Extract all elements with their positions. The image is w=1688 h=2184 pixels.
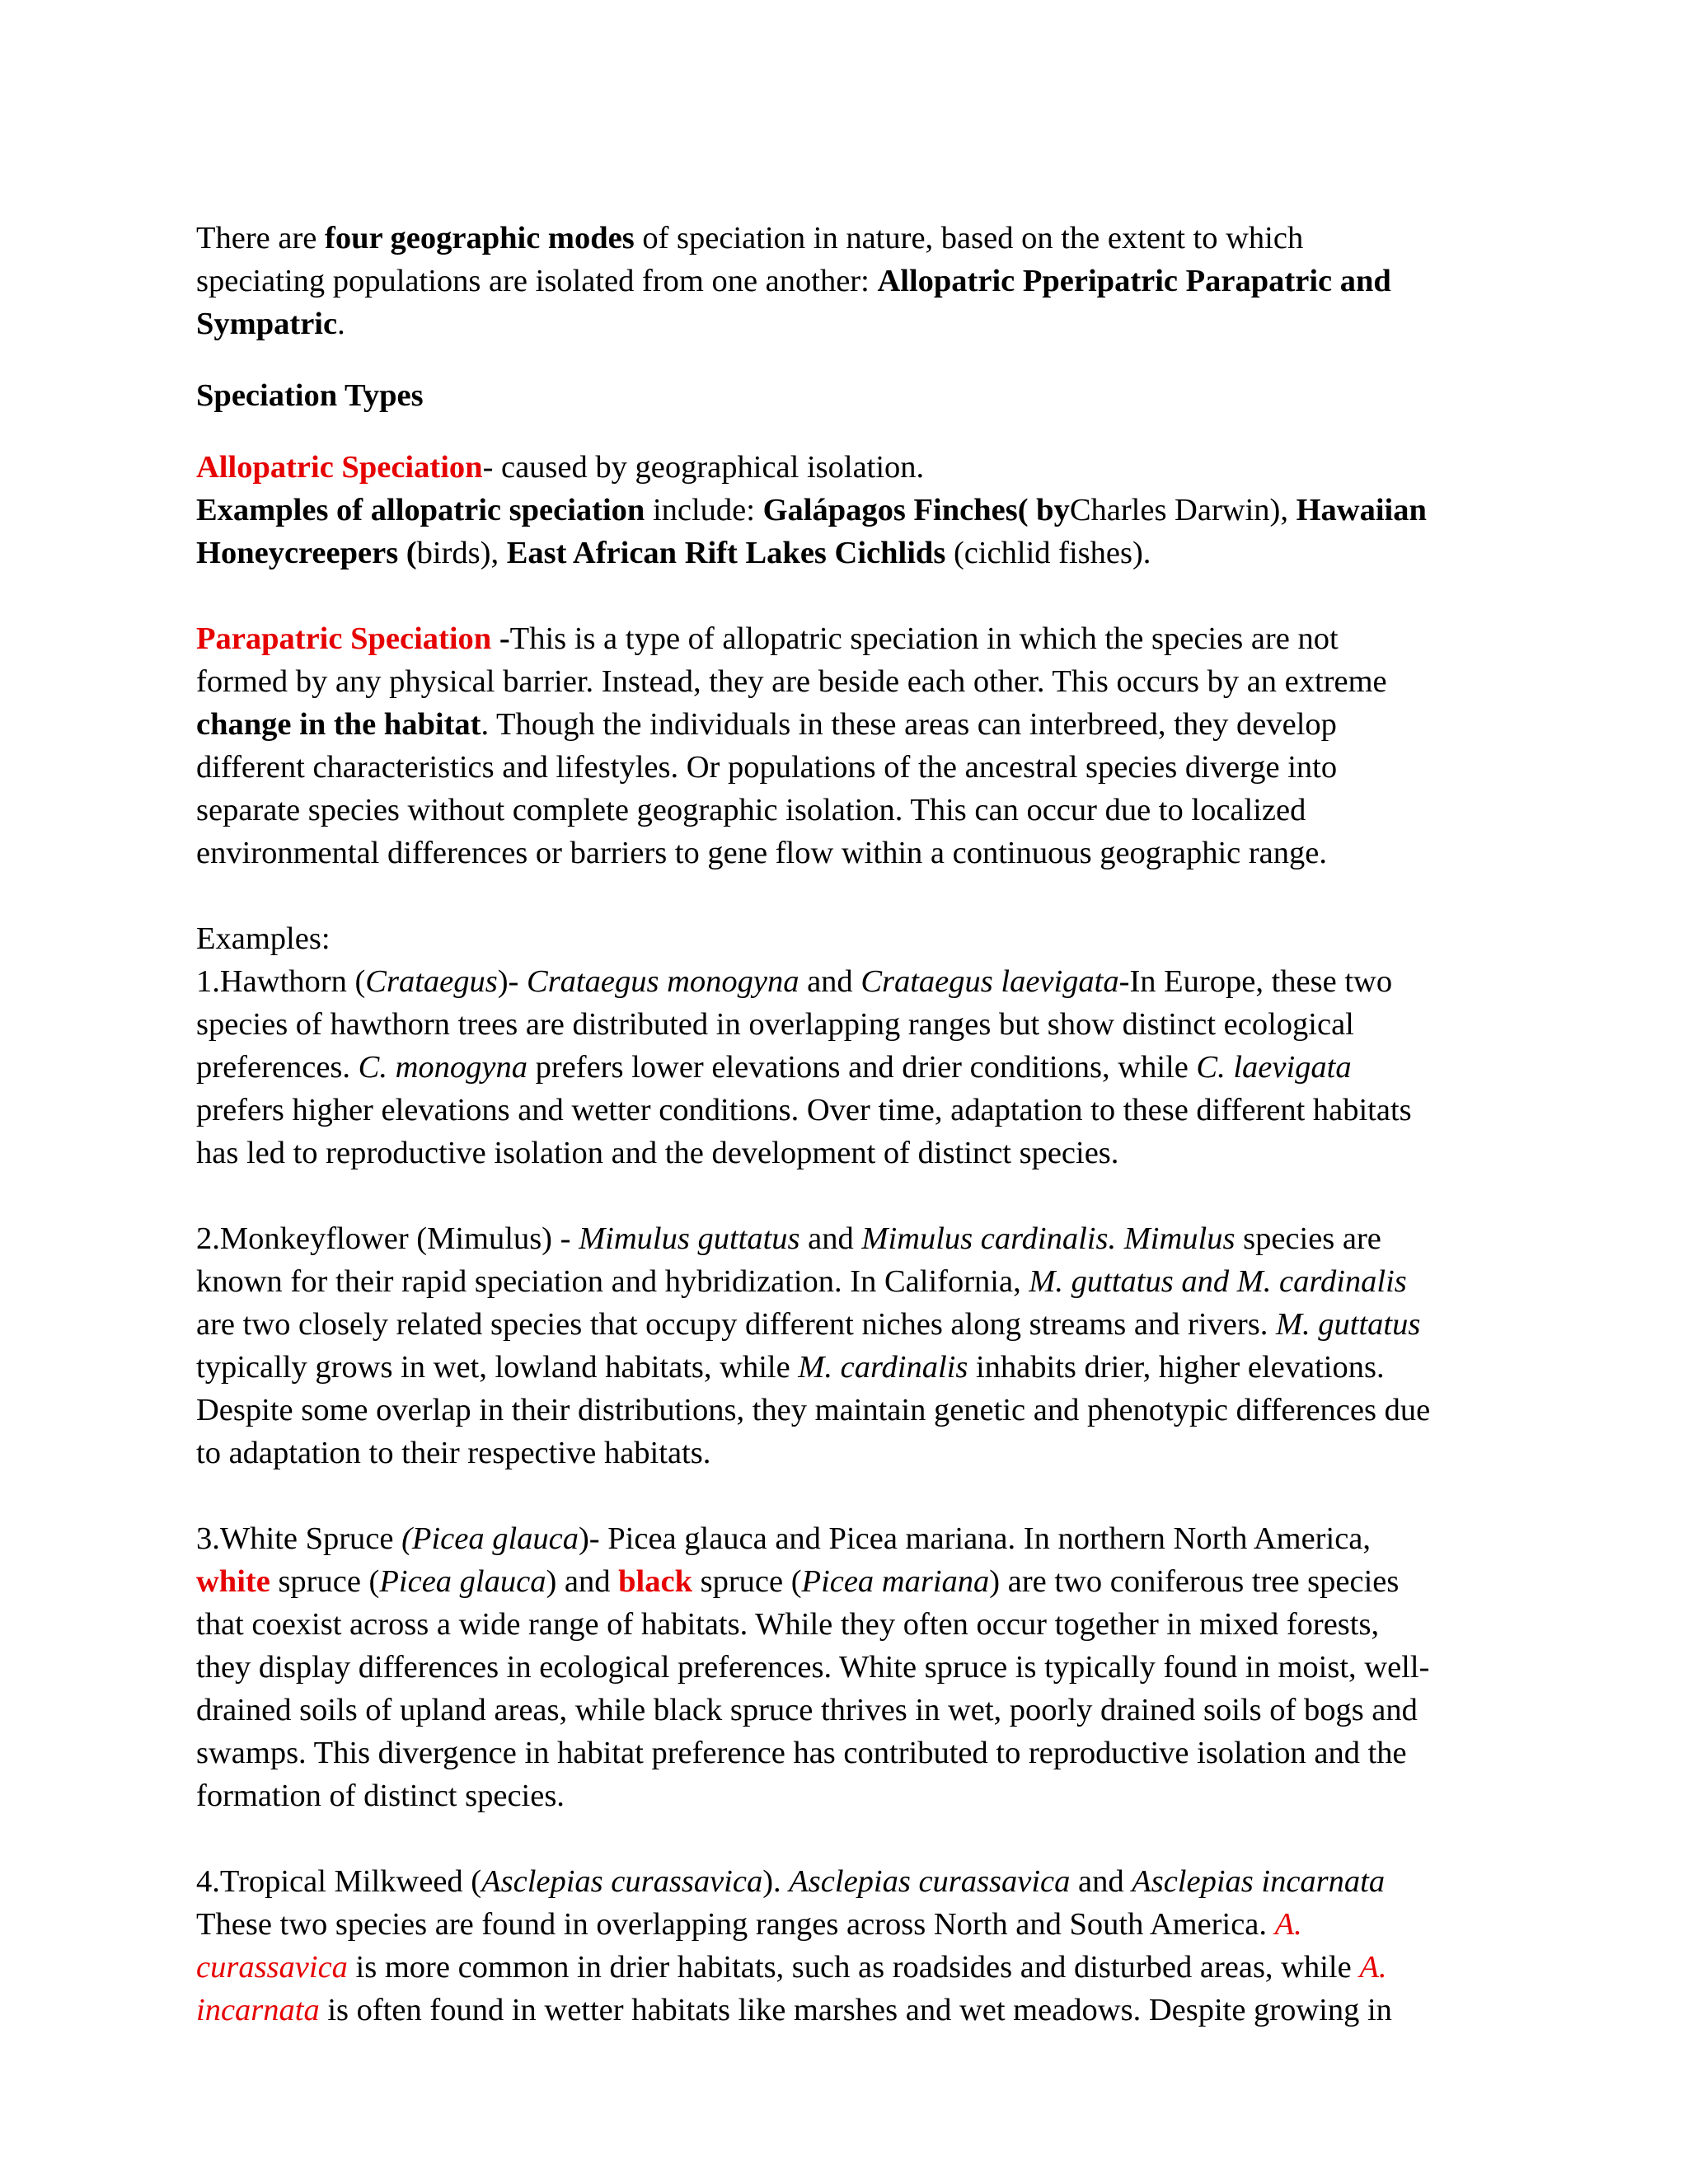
text: inhabits drier, higher elevations. <box>968 1350 1385 1385</box>
bold-text: Honeycreepers ( <box>196 536 417 570</box>
text: Charles Darwin), <box>1069 493 1296 527</box>
italic-text: M. guttatus <box>1275 1307 1421 1342</box>
red-italic-text: A. <box>1274 1907 1302 1942</box>
italic-text: Crataegus monogyna <box>527 964 799 999</box>
parapatric-line-5: separate species without complete geographic isolation. This can occur due to localized <box>196 793 1306 827</box>
ex2-line-2 <box>196 1260 1492 1303</box>
heading-text: Speciation Types <box>196 378 424 413</box>
text: - caused by geographical isolation. <box>482 450 925 485</box>
allopatric-title: Allopatric Speciation <box>196 450 483 485</box>
ex1-line-1 <box>196 960 1492 1003</box>
intro-line-3 <box>196 302 1492 345</box>
text: 3.White Spruce <box>196 1521 402 1556</box>
red-italic-text: incarnata <box>196 1993 320 2027</box>
italic-text: Mimulus guttatus <box>579 1221 800 1256</box>
text: of speciation in nature, based on the extent to which <box>634 221 1304 255</box>
bold-text: Sympatric <box>196 307 338 341</box>
ex2-line-1 <box>196 1217 1492 1260</box>
italic-text: Crataegus <box>365 964 498 999</box>
bold-text: Galápagos Finches( by <box>762 493 1070 527</box>
red-bold-text: white <box>196 1564 270 1599</box>
examples-label: Examples: <box>196 921 331 956</box>
parapatric-title: Parapatric Speciation <box>196 621 499 656</box>
ex1-line-5: has led to reproductive isolation and the development of distinct species. <box>196 1136 1119 1170</box>
text: ) are two coniferous tree species <box>989 1564 1400 1599</box>
text: typically grows in wet, lowland habitats, while <box>196 1350 799 1385</box>
bold-text: four geographic modes <box>325 221 635 255</box>
allopatric-line-2 <box>196 489 1492 532</box>
italic-text: M. cardinalis <box>798 1350 968 1385</box>
text: speciating populations are isolated from one another: <box>196 264 878 298</box>
ex2-line-5: Despite some overlap in their distributions, they maintain genetic and phenotypic differences due <box>196 1393 1431 1427</box>
document-body <box>196 217 1492 2032</box>
italic-text: Picea mariana <box>801 1564 990 1599</box>
blank-line <box>196 574 1492 617</box>
intro-line-1 <box>196 217 1492 260</box>
italic-text: C. monogyna <box>358 1050 528 1085</box>
text: known for their rapid speciation and hybridization. In California, <box>196 1264 1029 1299</box>
red-bold-text: black <box>618 1564 692 1599</box>
ex1-line-3 <box>196 1046 1492 1089</box>
italic-text: M. guttatus and M. cardinalis <box>1029 1264 1407 1299</box>
allopatric-line-1 <box>196 446 1492 489</box>
text: are two closely related species that occupy different niches along streams and rivers. <box>196 1307 1276 1342</box>
text: . Though the individuals in these areas can interbreed, they develop <box>481 707 1337 742</box>
text: There are <box>196 221 326 255</box>
bold-text: - <box>499 621 510 656</box>
text: 2.Monkeyflower (Mimulus) - <box>196 1221 579 1256</box>
text: This is a type of allopatric speciation in which the species are not <box>509 621 1339 656</box>
italic-text: Mimulus cardinalis. Mimulus <box>861 1221 1236 1256</box>
ex3-line-5: drained soils of upland areas, while black spruce thrives in wet, poorly drained soils of bogs and <box>196 1693 1418 1727</box>
ex3-line-1 <box>196 1517 1492 1560</box>
italic-text: Asclepias incarnata <box>1132 1864 1386 1899</box>
intro-line-2 <box>196 260 1492 302</box>
text: and <box>799 1221 862 1256</box>
parapatric-line-1 <box>196 617 1492 660</box>
text: spruce ( <box>270 1564 380 1599</box>
ex2-line-4 <box>196 1346 1492 1389</box>
bold-text: East African Rift Lakes Cichlids <box>506 536 946 570</box>
text: . <box>337 307 345 341</box>
text: ). <box>762 1864 790 1899</box>
italic-text: (Picea glauca <box>401 1521 579 1556</box>
text: spruce ( <box>692 1564 802 1599</box>
text: prefers lower elevations and drier conditions, while <box>527 1050 1197 1085</box>
ex3-line-3: that coexist across a wide range of habitats. While they often occur together in mixed forests, <box>196 1607 1380 1642</box>
text: -In Europe, these two <box>1118 964 1393 999</box>
ex3-line-2 <box>196 1560 1492 1603</box>
ex4-line-4 <box>196 1989 1492 2032</box>
ex2-line-3 <box>196 1303 1492 1346</box>
text: These two species are found in overlapping ranges across North and South America. <box>196 1907 1275 1942</box>
text: 4.Tropical Milkweed ( <box>196 1864 482 1899</box>
blank-line <box>196 1474 1492 1517</box>
italic-text: Crataegus laevigata <box>860 964 1119 999</box>
red-italic-text: curassavica <box>196 1950 348 1985</box>
blank-line <box>196 1174 1492 1217</box>
parapatric-line-6: environmental differences or barriers to gene flow within a continuous geographic range. <box>196 836 1327 870</box>
ex1-line-2: species of hawthorn trees are distributed in overlapping ranges but show distinct ecological <box>196 1007 1354 1042</box>
ex3-line-4: they display differences in ecological preferences. White spruce is typically found in moist, well- <box>196 1650 1430 1685</box>
bold-text: Allopatric Pperipatric Parapatric and <box>877 264 1391 298</box>
text: )- <box>497 964 528 999</box>
italic-text: Asclepias curassavica <box>789 1864 1071 1899</box>
text: 1.Hawthorn ( <box>196 964 366 999</box>
text: and <box>1070 1864 1132 1899</box>
text: (cichlid fishes). <box>945 536 1151 570</box>
ex4-line-3 <box>196 1946 1492 1989</box>
parapatric-line-3 <box>196 703 1492 746</box>
text: ) and <box>546 1564 619 1599</box>
section-heading <box>196 374 1492 417</box>
text: species are <box>1235 1221 1381 1256</box>
ex4-line-1 <box>196 1860 1492 1903</box>
parapatric-line-2: formed by any physical barrier. Instead, they are beside each other. This occurs by an extreme <box>196 664 1387 699</box>
bold-text: Hawaiian <box>1296 493 1427 527</box>
text: )- Picea glauca and Picea mariana. In northern North America, <box>578 1521 1371 1556</box>
blank-line <box>196 1817 1492 1860</box>
ex3-line-7: formation of distinct species. <box>196 1779 565 1813</box>
parapatric-line-4: different characteristics and lifestyles. Or populations of the ancestral species diverge into <box>196 750 1338 785</box>
italic-text: Asclepias curassavica <box>481 1864 763 1899</box>
text: preferences. <box>196 1050 359 1085</box>
italic-text: C. laevigata <box>1196 1050 1352 1085</box>
ex2-line-6: to adaptation to their respective habitats. <box>196 1436 711 1470</box>
bold-text: change in the habitat <box>196 707 481 742</box>
blank-line <box>196 874 1492 917</box>
text: include: <box>645 493 763 527</box>
text: and <box>799 964 861 999</box>
ex4-line-2 <box>196 1903 1492 1946</box>
text: is often found in wetter habitats like marshes and wet meadows. Despite growing in <box>319 1993 1392 2027</box>
spacer <box>196 417 1492 446</box>
text: birds), <box>416 536 507 570</box>
bold-text: Examples of allopatric speciation <box>196 493 645 527</box>
allopatric-line-3 <box>196 532 1492 574</box>
text: is more common in drier habitats, such as roadsides and disturbed areas, while <box>347 1950 1360 1985</box>
italic-text: Picea glauca <box>379 1564 546 1599</box>
spacer <box>196 345 1492 374</box>
red-italic-text: A. <box>1359 1950 1387 1985</box>
ex3-line-6: swamps. This divergence in habitat preference has contributed to reproductive isolation and the <box>196 1736 1407 1770</box>
ex1-line-4: prefers higher elevations and wetter conditions. Over time, adaptation to these different habitats <box>196 1093 1412 1127</box>
